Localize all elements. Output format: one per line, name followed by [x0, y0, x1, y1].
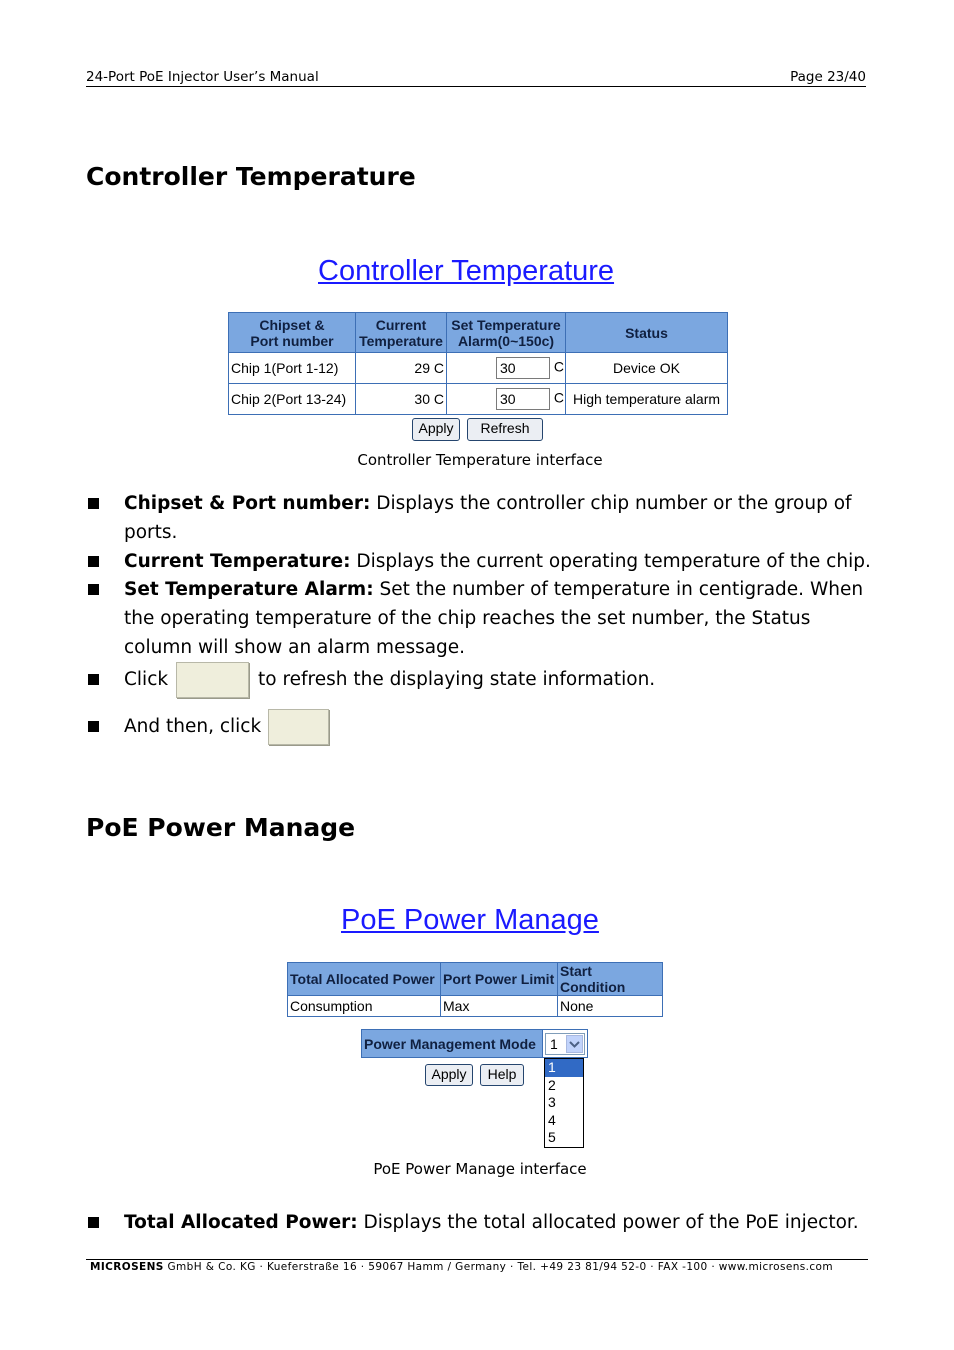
unit-label: C — [553, 389, 564, 406]
section-heading-poe-power-manage: PoE Power Manage — [86, 813, 356, 842]
dropdown-option[interactable]: 5 — [548, 1129, 556, 1146]
controller-temperature-ui-title: Controller Temperature — [318, 255, 615, 287]
page-number: Page 23/40 — [790, 69, 866, 85]
figure-caption: Controller Temperature interface — [357, 451, 603, 469]
power-mode-select[interactable] — [545, 1033, 585, 1055]
status-cell: Device OK — [566, 353, 728, 384]
chip-cell: Chip 2(Port 13-24) — [229, 384, 356, 415]
poe-apply-button[interactable]: Apply — [425, 1064, 473, 1086]
current-temp-cell: 29 C — [356, 353, 447, 384]
apply-button-image — [268, 709, 329, 745]
page-footer — [86, 1259, 868, 1273]
col-header-status: Status — [566, 313, 728, 353]
dropdown-option[interactable]: 2 — [548, 1076, 556, 1093]
bullet-text: to refresh the displaying state information. — [258, 669, 656, 690]
refresh-button-image — [176, 662, 249, 698]
manual-title: 24-Port PoE Injector User’s Manual — [86, 69, 319, 85]
current-temp-cell: 30 C — [356, 384, 447, 415]
poe-power-manage-ui-title: PoE Power Manage — [341, 904, 599, 936]
bullet-square-icon — [88, 498, 99, 509]
alarm-input[interactable]: 30 — [496, 388, 550, 410]
power-mode-value: 1 — [550, 1035, 558, 1052]
dropdown-option[interactable]: 1 — [545, 1059, 583, 1077]
page-header — [86, 68, 866, 87]
bullet-square-icon — [88, 674, 99, 685]
power-mode-dropdown-list — [544, 1058, 584, 1148]
power-management-mode-label: Power Management Mode — [362, 1030, 543, 1058]
brand-name: MICROSENS — [90, 1261, 164, 1273]
max-cell: Max — [441, 996, 558, 1017]
col-header-total-allocated: Total Allocated Power — [288, 963, 441, 996]
set-alarm-cell — [447, 353, 566, 384]
bullet-item: Set Temperature Alarm: Set the number of temperature in centigrade. When the operating temperature of the chip reaches the set number, the Status column will show an alarm message. — [86, 575, 876, 662]
bullet-square-icon — [88, 584, 99, 595]
table-row — [288, 996, 663, 1017]
unit-label: C — [553, 358, 564, 375]
bullet-square-icon — [88, 556, 99, 567]
apply-button[interactable]: Apply — [412, 418, 460, 441]
set-alarm-cell — [447, 384, 566, 415]
bullet-item: And then, click — [86, 712, 876, 741]
power-mode-cell — [543, 1030, 588, 1058]
consumption-cell: Consumption — [288, 996, 441, 1017]
power-mode-table — [361, 1029, 588, 1058]
col-header-current: Current Temperature — [356, 313, 447, 353]
figure-caption: PoE Power Manage interface — [373, 1160, 587, 1178]
table-row — [229, 384, 728, 415]
none-cell: None — [558, 996, 663, 1017]
bullet-item: Click — [86, 665, 876, 694]
bullet-square-icon — [88, 721, 99, 732]
col-header-start-condition: Start Condition — [558, 963, 663, 996]
bullet-item: Current Temperature: Displays the current operating temperature of the chip. — [86, 547, 876, 576]
chip-cell: Chip 1(Port 1-12) — [229, 353, 356, 384]
dropdown-option[interactable]: 4 — [548, 1111, 556, 1128]
help-button[interactable]: Help — [480, 1064, 524, 1086]
col-header-set-alarm: Set Temperature Alarm(0~150c) — [447, 313, 566, 353]
controller-temperature-table — [228, 312, 728, 415]
table-row — [229, 353, 728, 384]
col-header-port-power-limit: Port Power Limit — [441, 963, 558, 996]
bullet-item: Total Allocated Power: Displays the total allocated power of the PoE injector. — [86, 1208, 876, 1237]
bullet-square-icon — [88, 1217, 99, 1228]
dropdown-option[interactable]: 3 — [548, 1094, 556, 1111]
footer-address: GmbH & Co. KG · Kueferstraße 16 · 59067 Hamm / Germany · Tel. +49 23 81/94 52-0 · FAX -100 · www.microsens.com — [163, 1261, 833, 1273]
alarm-input[interactable]: 30 — [496, 357, 550, 379]
poe-power-table — [287, 962, 663, 1017]
chevron-down-icon[interactable] — [566, 1035, 583, 1053]
col-header-chipset: Chipset & Port number — [229, 313, 356, 353]
refresh-button[interactable]: Refresh — [467, 418, 543, 441]
section-heading-controller-temperature: Controller Temperature — [86, 162, 416, 191]
status-cell: High temperature alarm — [566, 384, 728, 415]
bullet-item: Chipset & Port number: Displays the controller chip number or the group of ports. — [86, 489, 876, 547]
